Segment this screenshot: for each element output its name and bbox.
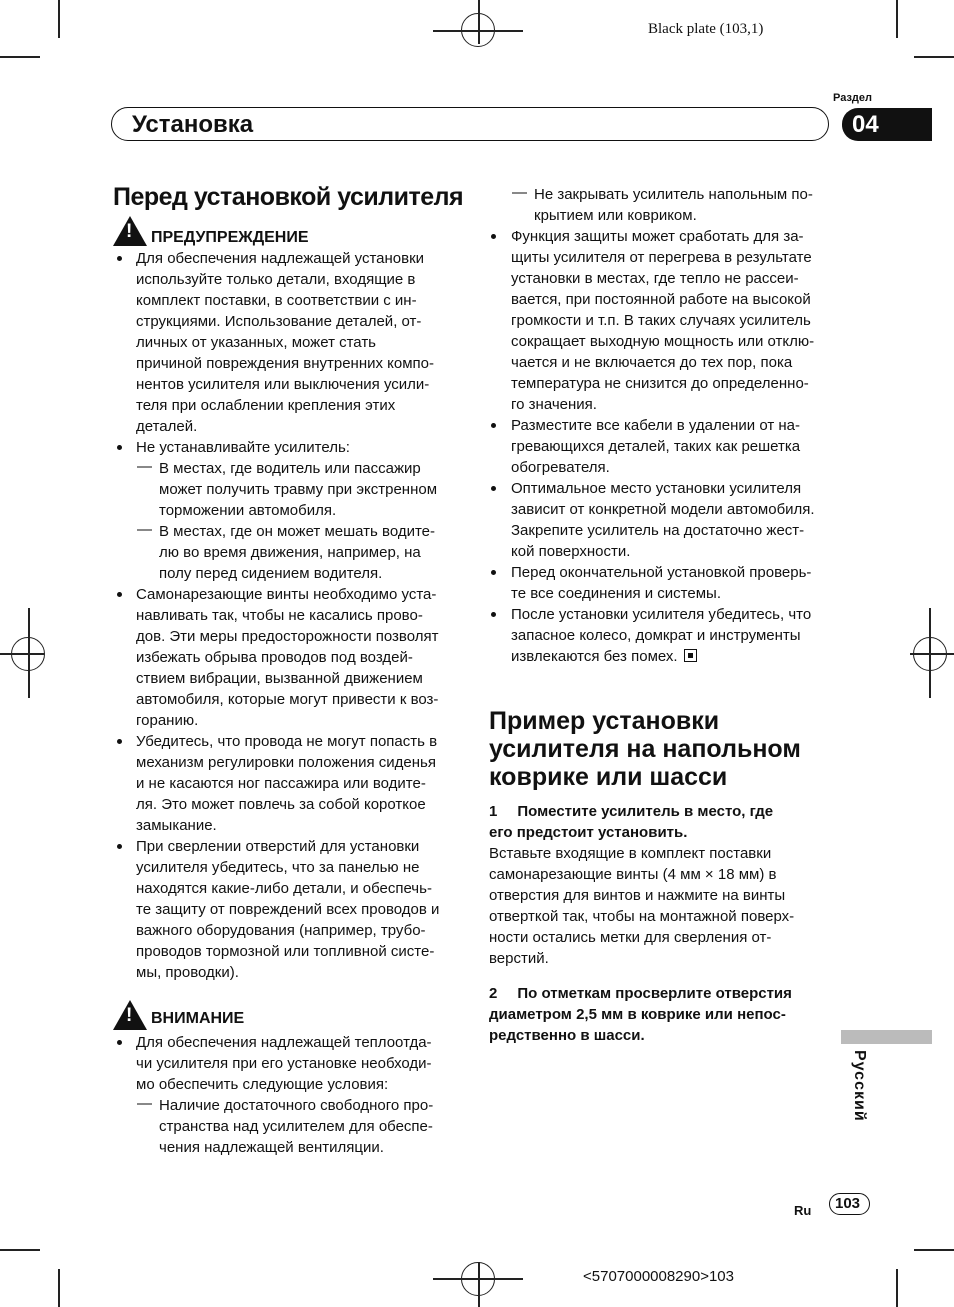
warning-title: ПРЕДУПРЕЖДЕНИЕ [151, 229, 309, 246]
bullet [117, 592, 122, 597]
dash-marker: — [137, 458, 152, 475]
dash-text: Не закрывать усилитель напольным по- крытием или ковриком. [534, 186, 813, 224]
crop-mark [58, 1269, 60, 1307]
dash-text: В местах, где водитель или пассажир может получить травму при экстренном торможении автомобиля. [159, 460, 438, 519]
section-number-tab [842, 108, 932, 141]
caution-title: ВНИМАНИЕ [151, 1010, 245, 1027]
crop-mark [914, 1249, 954, 1251]
chapter-header [111, 107, 829, 141]
language-tab-bar [841, 1030, 932, 1044]
bullet [491, 612, 496, 617]
left-heading: Перед установкой усилителя [113, 183, 464, 211]
dash-marker: — [512, 184, 527, 201]
bullet [491, 570, 496, 575]
step-2-title: 2 По отметкам просверлите отверстия диаметром 2,5 мм в коврике или непос- редственно в шасси. [489, 985, 792, 1044]
bullet-text: Перед окончательной установкой проверь- те все соединения и системы. [511, 564, 812, 602]
bullet-text: Для обеспечения надлежащей теплоотда- чи усилителя при его установке необходи- мо обеспечить следующие условия: [136, 1034, 432, 1093]
page-number-badge [829, 1193, 870, 1215]
bullet-text: При сверлении отверстий для установки усилителя убедитесь, что за панелью не находятся какие-либо детали, и обеспечь- те защиту от повреждений всех проводов и важного оборудования (например, трубо- проводов тормозной или топливной систе- мы, проводки). [136, 838, 440, 981]
chapter-title: Установка [132, 111, 254, 138]
bullet [491, 423, 496, 428]
language-tab-label: Русский [851, 1050, 868, 1122]
bullet-text: После установки усилителя убедитесь, что запасное колесо, домкрат и инструменты извлекаются без помех. [511, 606, 812, 665]
plate-label: Black plate (103,1) [648, 21, 764, 37]
dash-marker: — [137, 1095, 152, 1112]
page-number: 103 [835, 1195, 861, 1212]
bullet-text: Для обеспечения надлежащей установки используйте только детали, входящие в комплект поставки, в соответствии с ин- струкциями. Использование деталей, от- личных от указанных, может стать причиной повреждения внутренних компо- нентов усилителя или выключения усили- теля при ослаблении крепления этих деталей. [136, 250, 435, 435]
document-code: <5707000008290>103 [583, 1268, 734, 1285]
end-mark-icon [684, 649, 697, 662]
crop-mark [0, 56, 40, 58]
bullet [491, 486, 496, 491]
crop-mark [58, 0, 60, 38]
crop-mark [896, 0, 898, 38]
language-code: Ru [794, 1203, 812, 1218]
bullet-text: Разместите все кабели в удалении от на- гревающихся деталей, таких как решетка обогревателя. [511, 417, 801, 476]
section-number: 04 [852, 111, 879, 138]
section-label: Раздел [833, 92, 872, 104]
bullet-text: Оптимальное место установки усилителя зависит от конкретной модели автомобиля. Закрепите усилитель на достаточно жест- кой поверхности. [511, 480, 815, 560]
bullet [117, 445, 122, 450]
bullet [117, 739, 122, 744]
crop-mark [914, 56, 954, 58]
crop-mark [896, 1269, 898, 1307]
right-heading: Пример установки усилителя на напольном коврике или шасси [489, 707, 801, 791]
dash-text: Наличие достаточного свободного про- странства над усилителем для обеспе- чения надлежащей вентиляции. [159, 1097, 434, 1156]
bullet-text: Самонарезающие винты необходимо уста- навливать так, чтобы не касались прово- дов. Эти меры предосторожности позволят избежать обрыва проводов под воздей- ствием вибрации, вызванной движением автомобиля, которые могут привести к воз- горанию. [136, 586, 439, 729]
bullet [117, 1040, 122, 1045]
bullet-text: Функция защиты может сработать для за- щиты усилителя от перегрева в результате установки в местах, где тепло не рассеи- вается, при постоянной работе на высокой громкости и т.п. В таких случаях усилитель сокращает выходную мощность или отклю- чается и не включается до тех пор, пока температура не снизится до определенно- го значения. [511, 228, 815, 413]
bullet-text: Не устанавливайте усилитель: [136, 439, 350, 456]
bullet [117, 256, 122, 261]
bullet [491, 234, 496, 239]
dash-text: В местах, где он может мешать водите- лю во время движения, например, на полу перед сидением водителя. [159, 523, 435, 582]
step-1-title: 1 Поместите усилитель в место, где его предстоит установить. [489, 803, 774, 841]
bullet [117, 844, 122, 849]
bullet-text: Убедитесь, что провода не могут попасть в механизм регулировки положения сиденья и не касаются ног пассажира или водите- ля. Это может повлечь за собой короткое замыкание. [136, 733, 438, 834]
crop-mark [0, 1249, 40, 1251]
step-1-body: Вставьте входящие в комплект поставки самонарезающие винты (4 мм × 18 мм) в отверстия для винтов и нажмите на винты отверткой так, чтобы на монтажной поверх- ности остались метки для сверления от- верстий. [489, 845, 795, 967]
dash-marker: — [137, 521, 152, 538]
